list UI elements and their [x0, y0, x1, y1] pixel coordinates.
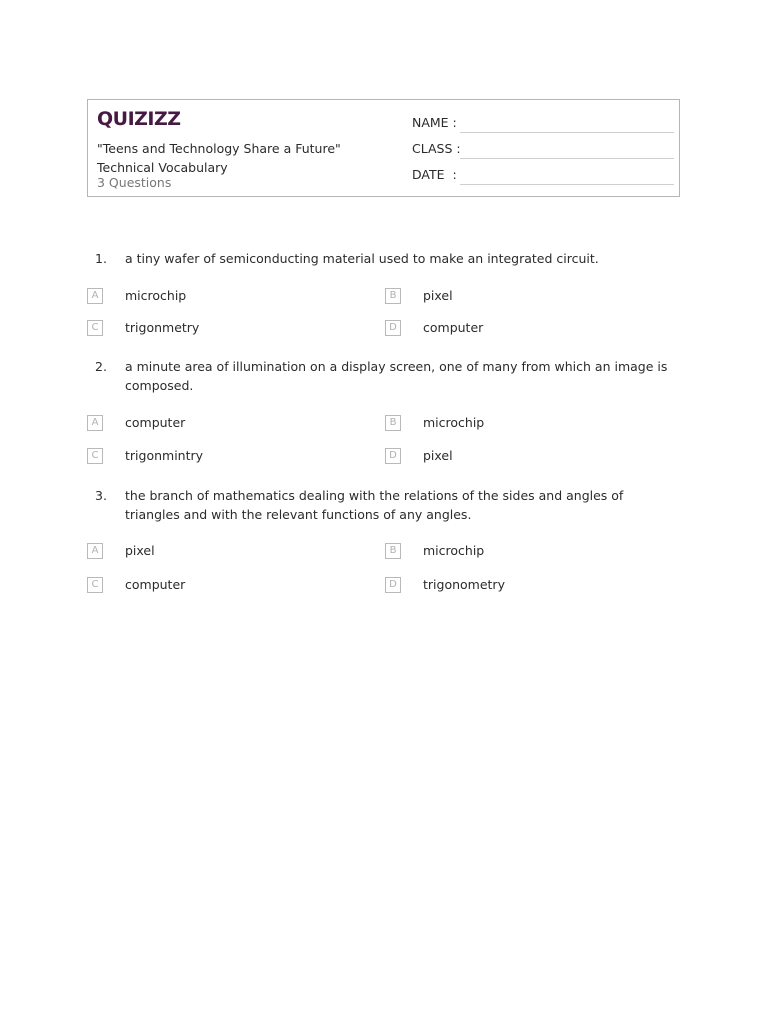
- question-text: a minute area of illumination on a display screen, one of many from which an image is composed.: [125, 359, 668, 393]
- option-d-text: pixel: [423, 448, 453, 463]
- question-count: 3 Questions: [97, 175, 172, 190]
- date-line: [460, 184, 674, 185]
- question-number: 3.: [95, 488, 107, 503]
- worksheet-title: "Teens and Technology Share a Future" Technical Vocabulary: [97, 141, 341, 175]
- option-c-text: trigonmetry: [125, 320, 200, 335]
- option-b-text: microchip: [423, 415, 485, 430]
- quizizz-logo: QUIZIZZ: [97, 108, 181, 130]
- name-field[interactable]: [412, 113, 674, 133]
- question-text: the branch of mathematics dealing with the relations of the sides and angles of triangles and with the relevant functions of any angles.: [125, 488, 624, 522]
- option-c-text: computer: [125, 577, 186, 592]
- option-d-box[interactable]: D: [385, 577, 401, 593]
- date-field[interactable]: [412, 165, 674, 185]
- option-a-text: computer: [125, 415, 186, 430]
- date-label: DATE :: [412, 167, 457, 182]
- worksheet-header: [87, 99, 680, 197]
- option-b-box[interactable]: B: [385, 288, 401, 304]
- question-text: a tiny wafer of semiconducting material used to make an integrated circuit.: [125, 251, 599, 266]
- option-a-box[interactable]: A: [87, 415, 103, 431]
- option-a-box[interactable]: A: [87, 543, 103, 559]
- question-number: 2.: [95, 359, 107, 374]
- option-b-text: microchip: [423, 543, 485, 558]
- option-a-text: microchip: [125, 288, 187, 303]
- option-c-text: trigonmintry: [125, 448, 204, 463]
- option-a-box[interactable]: A: [87, 288, 103, 304]
- option-d-text: computer: [423, 320, 484, 335]
- option-c-box[interactable]: C: [87, 577, 103, 593]
- option-d-box[interactable]: D: [385, 320, 401, 336]
- option-b-text: pixel: [423, 288, 453, 303]
- option-c-box[interactable]: C: [87, 448, 103, 464]
- option-a-text: pixel: [125, 543, 155, 558]
- option-b-box[interactable]: B: [385, 415, 401, 431]
- class-label: CLASS :: [412, 141, 461, 156]
- option-b-box[interactable]: B: [385, 543, 401, 559]
- class-line: [460, 158, 674, 159]
- name-label: NAME :: [412, 115, 457, 130]
- name-line: [460, 132, 674, 133]
- class-field[interactable]: [412, 139, 674, 159]
- option-d-box[interactable]: D: [385, 448, 401, 464]
- option-c-box[interactable]: C: [87, 320, 103, 336]
- question-number: 1.: [95, 251, 107, 266]
- option-d-text: trigonometry: [423, 577, 505, 592]
